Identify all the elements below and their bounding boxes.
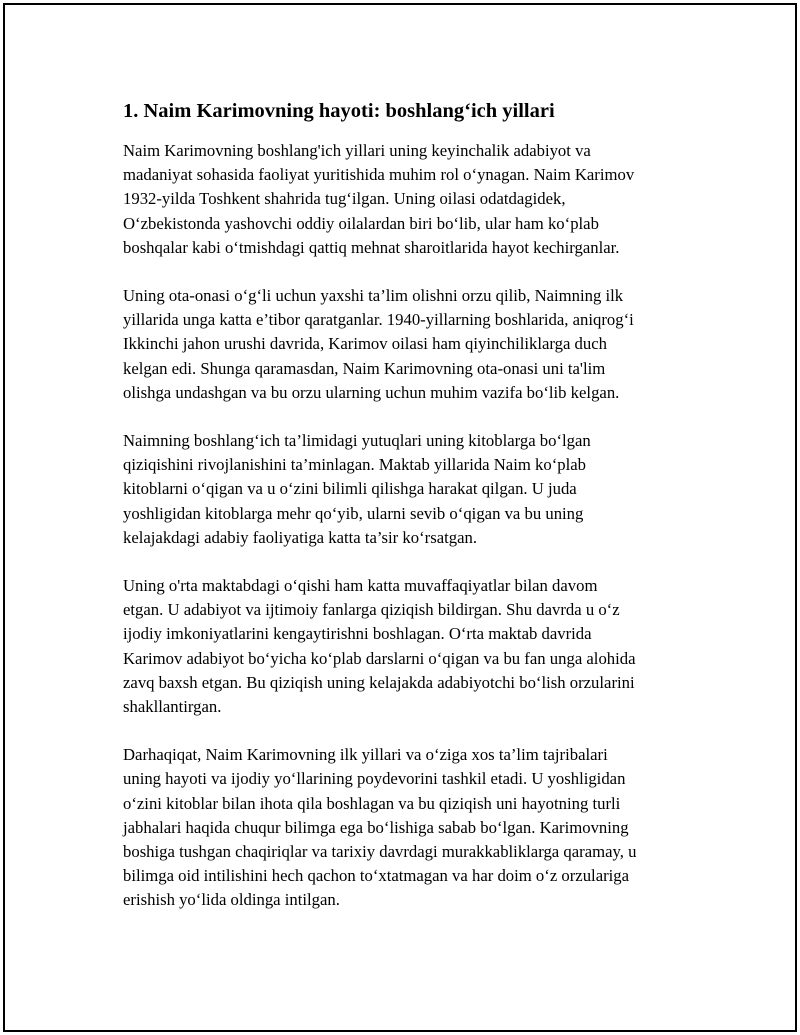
text-line: O‘zbekistonda yashovchi oddiy oilalardan biri bo‘lib, ular ham ko‘plab (123, 213, 599, 233)
paragraph-3 (123, 429, 703, 550)
paragraph-1 (123, 139, 703, 260)
text-line: o‘zini kitoblar bilan ihota qila boshlagan va bu qiziqish uni hayotning turli (123, 793, 621, 813)
text-line: olishga undashgan va bu orzu ularning uchun muhim vazifa bo‘lib kelgan. (123, 382, 620, 402)
text-line: qiziqishini rivojlanishini ta’minlagan. Maktab yillarida Naim ko‘plab (123, 455, 586, 475)
section-heading: 1. Naim Karimovning hayoti: boshlang‘ich yillari (123, 100, 555, 122)
text-line: boshqalar kabi o‘tmishdagi qattiq mehnat sharoitlarida hayot kechirganlar. (123, 237, 620, 257)
text-line: kitoblarni o‘qigan va u o‘zini bilimli qilishga harakat qilgan. U juda (123, 479, 577, 499)
text-line: Ikkinchi jahon urushi davrida, Karimov oilasi ham qiyinchiliklarga duch (123, 334, 607, 354)
text-line: Darhaqiqat, Naim Karimovning ilk yillari va o‘ziga xos ta’lim tajribalari (123, 745, 608, 765)
text-line: zavq baxsh etgan. Bu qiziqish uning kelajakda adabiyotchi bo‘lish orzularini (123, 672, 635, 692)
text-line: bilimga oid intilishini hech qachon to‘xtatmagan va har doim o‘z orzulariga (123, 866, 630, 886)
text-line: yoshligidan kitoblarga mehr qo‘yib, ularni sevib o‘qigan va bu uning (123, 503, 584, 523)
text-line: kelgan edi. Shunga qaramasdan, Naim Karimovning ota-onasi uni ta'lim (123, 358, 606, 378)
text-line: Naimning boshlang‘ich ta’limidagi yutuqlari uning kitoblarga bo‘lgan (123, 431, 591, 451)
text-line: shakllantirgan. (123, 697, 222, 717)
text-line: Karimov adabiyot bo‘yicha ko‘plab darslarni o‘qigan va bu fan unga alohida (123, 648, 636, 668)
paragraph-5 (123, 743, 703, 912)
text-line: Uning ota-onasi o‘g‘li uchun yaxshi ta’lim olishni orzu qilib, Naimning ilk (123, 286, 624, 306)
paragraph-4 (123, 574, 703, 719)
text-line: 1932-yilda Toshkent shahrida tug‘ilgan. Uning oilasi odatdagidek, (123, 189, 566, 209)
text-line: madaniyat sohasida faoliyat yuritishida muhim rol o‘ynagan. Naim Karimov (123, 165, 635, 185)
text-line: ijodiy imkoniyatlarini kengaytirishni boshlagan. O‘rta maktab davrida (123, 624, 592, 644)
text-line: Naim Karimovning boshlang'ich yillari uning keyinchalik adabiyot va (123, 141, 591, 160)
text-line: jabhalari haqida chuqur bilimga ega bo‘lishiga sabab bo‘lgan. Karimovning (123, 817, 629, 837)
text-line: etgan. U adabiyot va ijtimoiy fanlarga qiziqish bildirgan. Shu davrda u o‘z (123, 600, 620, 620)
text-line: erishish yo‘lida oldinga intilgan. (123, 890, 340, 910)
page-frame (3, 3, 797, 1032)
document-body (123, 97, 703, 937)
text-line: Uning o'rta maktabdagi o‘qishi ham katta muvaffaqiyatlar bilan davom (123, 576, 598, 596)
text-line: yillarida unga katta e’tibor qaratganlar. 1940-yillarning boshlarida, aniqrog‘i (123, 310, 634, 330)
paragraph-2 (123, 284, 703, 405)
text-line: uning hayoti va ijodiy yo‘llarining poydevorini tashkil etadi. U yoshligidan (123, 769, 626, 789)
text-line: boshiga tushgan chaqiriqlar va tarixiy davrdagi murakkabliklarga qaramay, u (123, 842, 637, 862)
text-line: kelajakdagi adabiy faoliyatiga katta ta’sir ko‘rsatgan. (123, 527, 478, 547)
